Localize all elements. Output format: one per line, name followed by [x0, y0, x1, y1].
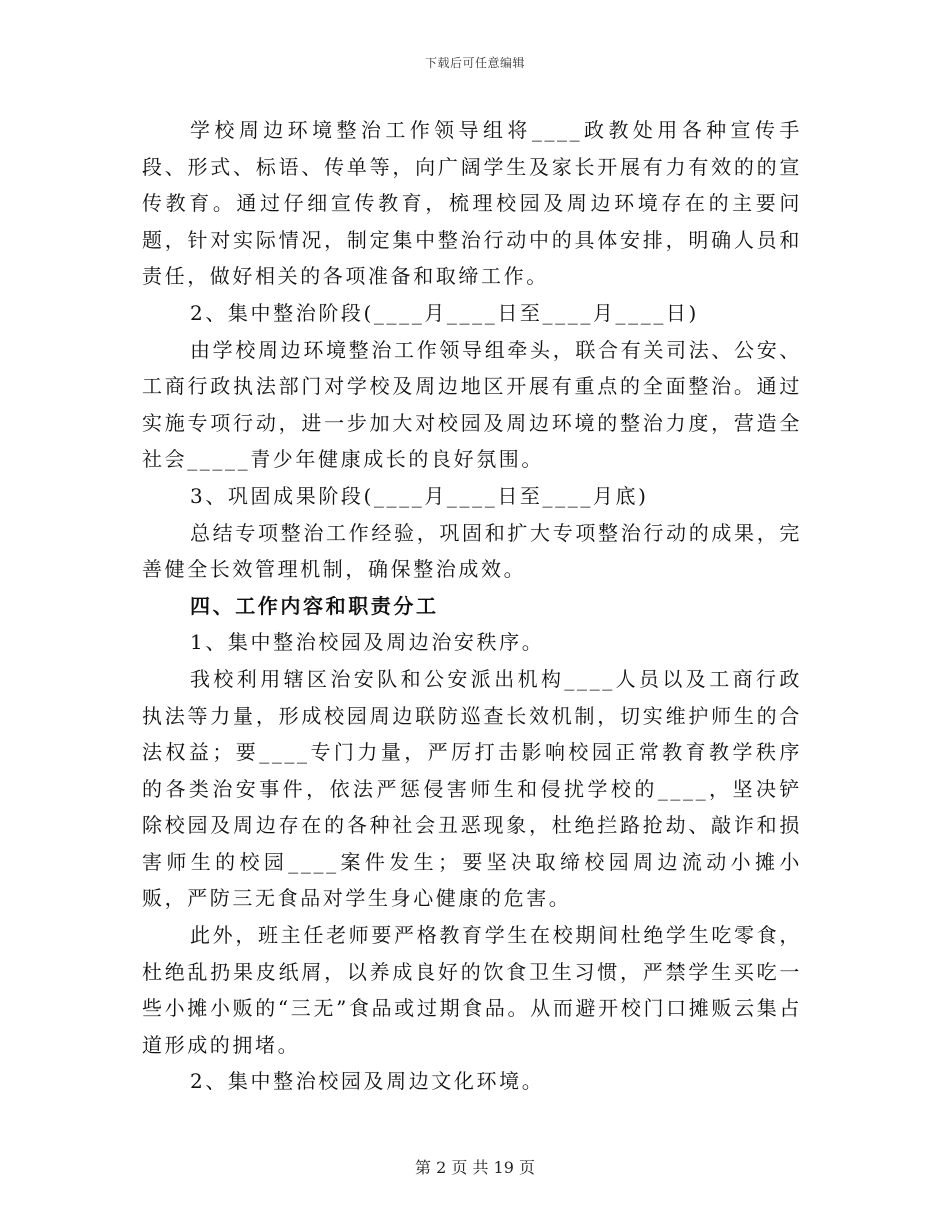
paragraph-teachers: 此外，班主任老师要严格教育学生在校期间杜绝学生吃零食，杜绝乱扔果皮纸屑，以养成良好的饮食卫生习惯，严禁学生买吃一些小摊小贩的“三无”食品或过期食品。从而避开校门口摊贩云集占道形成的拥堵。	[142, 923, 802, 1057]
paragraph-item-2: 2、集中整治校园及周边文化环境。	[190, 1069, 545, 1094]
paragraph-stage-3: 3、巩固成果阶段(____月____日至____月底)	[190, 483, 649, 508]
page-header: 下载后可任意编辑	[424, 56, 525, 70]
paragraph-stage-2: 2、集中整治阶段(____月____日至____月____日)	[190, 300, 699, 325]
paragraph-rectification: 由学校周边环境整治工作领导组牵头，联合有关司法、公安、工商行政执法部门对学校及周边地区开展有重点的全面整治。通过实施专项行动，进一步加大对校园及周边环境的整治力度，营造全社会_____青少年健康成长的良好氛围。	[142, 337, 802, 472]
document-body	[142, 112, 802, 1100]
paragraph-item-1: 1、集中整治校园及周边治安秩序。	[190, 630, 545, 655]
paragraph-summary: 总结专项整治工作经验，巩固和扩大专项整治行动的成果，完善健全长效管理机制，确保整治成效。	[142, 520, 802, 582]
paragraph-security: 我校利用辖区治安队和公安派出机构____人员以及工商行政执法等力量，形成校园周边联防巡查长效机制，切实维护师生的合法权益；要____专门力量，严厉打击影响校园正常教育教学秩序的各类治安事件，依法严惩侵害师生和侵扰学校的____，坚决铲除校园及周边存在的各种社会丑恶现象，杜绝拦路抢劫、敲诈和损害师生的校园____案件发生；要坚决取缔校园周边流动小摊小贩，严防三无食品对学生身心健康的危害。	[142, 666, 802, 911]
paragraph-publicity: 学校周边环境整治工作领导组将____政教处用各种宣传手段、形式、标语、传单等，向广阔学生及家长开展有力有效的的宣传教育。通过仔细宣传教育，梳理校园及周边环境存在的主要问题，针对实际情况，制定集中整治行动中的具体安排，明确人员和责任，做好相关的各项准备和取缔工作。	[142, 118, 802, 289]
section-heading-duties: 四、工作内容和职责分工	[190, 593, 439, 618]
page-number-footer: 第 2 页 共 19 页	[415, 1158, 535, 1177]
